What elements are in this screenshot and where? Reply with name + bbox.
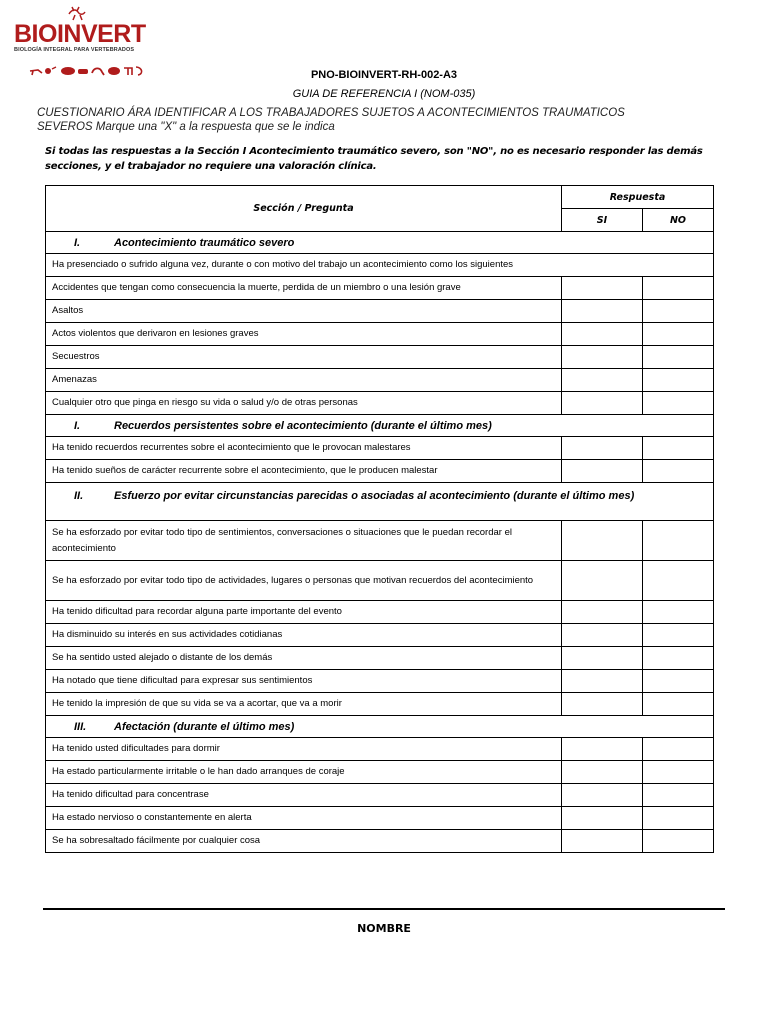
question-row: [46, 300, 714, 323]
section-heading: [46, 483, 714, 521]
question-text: Ha tenido sueños de carácter recurrente sobre el acontecimiento, que le producen malestar: [46, 460, 562, 483]
answer-no-cell[interactable]: [643, 807, 714, 830]
question-text: Ha tenido recuerdos recurrentes sobre el acontecimiento que le provocan malestares: [46, 437, 562, 460]
section-number: I.: [74, 419, 81, 432]
answer-no-cell[interactable]: [643, 624, 714, 647]
answer-yes-cell[interactable]: [562, 521, 643, 561]
section-title: Afectación (durante el último mes): [114, 720, 295, 733]
answer-yes-cell[interactable]: [562, 624, 643, 647]
question-text: He tenido la impresión de que su vida se va a acortar, que va a morir: [46, 693, 562, 716]
col-header-yes: SI: [562, 209, 643, 232]
answer-no-cell[interactable]: [643, 521, 714, 561]
question-text: Se ha esforzado por evitar todo tipo de sentimientos, conversaciones o situaciones que le puedan recordar el acontecimiento: [46, 521, 562, 561]
answer-yes-cell[interactable]: [562, 784, 643, 807]
question-row: [46, 647, 714, 670]
answer-no-cell[interactable]: [643, 346, 714, 369]
question-row: [46, 601, 714, 624]
question-row: [46, 277, 714, 300]
question-row: [46, 437, 714, 460]
answer-no-cell[interactable]: [643, 277, 714, 300]
answer-yes-cell[interactable]: [562, 392, 643, 415]
instruction-text: Si todas las respuestas a la Sección I Acontecimiento traumático severo, son "NO", no es necesario responder las demás secciones, y el trabajador no requiere una valoración clínica.: [45, 146, 703, 172]
answer-no-cell[interactable]: [643, 693, 714, 716]
questionnaire-line-2: SEVEROS Marque una "X" a la respuesta que se le indica: [37, 121, 335, 133]
question-row: [46, 670, 714, 693]
answer-no-cell[interactable]: [643, 761, 714, 784]
question-row: [46, 738, 714, 761]
section-heading: [46, 415, 714, 437]
question-row: [46, 346, 714, 369]
question-row: [46, 807, 714, 830]
signature-line: [43, 908, 725, 910]
answer-no-cell[interactable]: [643, 437, 714, 460]
answer-no-cell[interactable]: [643, 830, 714, 853]
answer-no-cell[interactable]: [643, 601, 714, 624]
answer-yes-cell[interactable]: [562, 830, 643, 853]
col-header-no: NO: [643, 209, 714, 232]
answer-yes-cell[interactable]: [562, 460, 643, 483]
answer-yes-cell[interactable]: [562, 601, 643, 624]
answer-no-cell[interactable]: [643, 460, 714, 483]
question-text: Se ha sentido usted alejado o distante de los demás: [46, 647, 562, 670]
section-heading: [46, 232, 714, 254]
question-text: Ha presenciado o sufrido alguna vez, durante o con motivo del trabajo un acontecimiento como los siguientes: [46, 254, 714, 277]
answer-no-cell[interactable]: [643, 647, 714, 670]
section-title: Acontecimiento traumático severo: [114, 236, 295, 249]
question-row: [46, 392, 714, 415]
question-text: Ha disminuido su interés en sus actividades cotidianas: [46, 624, 562, 647]
question-row: [46, 561, 714, 601]
section-row: [46, 415, 714, 437]
question-text: Ha tenido dificultad para recordar alguna parte importante del evento: [46, 601, 562, 624]
table-header-row: [46, 186, 714, 209]
question-row: [46, 693, 714, 716]
section-heading: [46, 716, 714, 738]
question-row: [46, 784, 714, 807]
answer-yes-cell[interactable]: [562, 761, 643, 784]
answer-yes-cell[interactable]: [562, 693, 643, 716]
question-row: [46, 323, 714, 346]
answer-yes-cell[interactable]: [562, 369, 643, 392]
question-text: Ha estado nervioso o constantemente en alerta: [46, 807, 562, 830]
company-logo: [12, 6, 152, 78]
question-text: Se ha esforzado por evitar todo tipo de actividades, lugares o personas que motivan recuerdos del acontecimiento: [46, 561, 562, 601]
answer-yes-cell[interactable]: [562, 300, 643, 323]
section-row: [46, 483, 714, 521]
question-text: Ha tenido dificultad para concentrase: [46, 784, 562, 807]
answer-no-cell[interactable]: [643, 670, 714, 693]
question-text: Amenazas: [46, 369, 562, 392]
question-text: Actos violentos que derivaron en lesiones graves: [46, 323, 562, 346]
answer-yes-cell[interactable]: [562, 277, 643, 300]
answer-yes-cell[interactable]: [562, 738, 643, 761]
answer-no-cell[interactable]: [643, 369, 714, 392]
col-header-answer: [562, 186, 714, 209]
question-text: Asaltos: [46, 300, 562, 323]
answer-yes-cell[interactable]: [562, 647, 643, 670]
col-header-section: [46, 186, 562, 232]
question-row: [46, 521, 714, 561]
signature-label: NOMBRE: [357, 922, 411, 935]
section-row: [46, 232, 714, 254]
question-text: Secuestros: [46, 346, 562, 369]
answer-yes-cell[interactable]: [562, 346, 643, 369]
answer-no-cell[interactable]: [643, 784, 714, 807]
guide-title: GUIA DE REFERENCIA I (NOM-035): [292, 88, 476, 100]
question-text: Ha estado particularmente irritable o le han dado arranques de coraje: [46, 761, 562, 784]
question-text: Se ha sobresaltado fácilmente por cualquier cosa: [46, 830, 562, 853]
answer-yes-cell[interactable]: [562, 561, 643, 601]
answer-yes-cell[interactable]: [562, 437, 643, 460]
brand-tagline: BIOLOGÍA INTEGRAL PARA VERTEBRADOS: [14, 47, 135, 53]
col-header-section-label: Sección / Pregunta: [253, 203, 354, 214]
question-text: Accidentes que tengan como consecuencia la muerte, perdida de un miembro o una lesión grave: [46, 277, 562, 300]
section-number: III.: [74, 720, 87, 733]
document-code: PNO-BIOINVERT-RH-002-A3: [310, 69, 458, 81]
question-text: Ha notado que tiene dificultad para expresar sus sentimientos: [46, 670, 562, 693]
question-row: [46, 460, 714, 483]
question-text: Cualquier otro que pinga en riesgo su vida o salud y/o de otras personas: [46, 392, 562, 415]
answer-yes-cell[interactable]: [562, 323, 643, 346]
answer-yes-cell[interactable]: [562, 807, 643, 830]
answer-yes-cell[interactable]: [562, 670, 643, 693]
question-row: [46, 254, 714, 277]
question-row: [46, 830, 714, 853]
answer-no-cell[interactable]: [643, 561, 714, 601]
answer-no-cell[interactable]: [643, 392, 714, 415]
question-row: [46, 761, 714, 784]
question-text: Ha tenido usted dificultades para dormir: [46, 738, 562, 761]
question-row: [46, 624, 714, 647]
questionnaire-title: [37, 106, 677, 134]
section-title: Esfuerzo por evitar circunstancias parecidas o asociadas al acontecimiento (durante el último mes): [114, 490, 635, 502]
section-title: Recuerdos persistentes sobre el acontecimiento (durante el último mes): [114, 419, 492, 432]
answer-no-cell[interactable]: [643, 300, 714, 323]
section-number: II.: [74, 490, 84, 502]
col-header-answer-label: Respuesta: [609, 191, 666, 203]
section-number: I.: [74, 236, 81, 249]
questionnaire-table: [45, 185, 714, 853]
answer-no-cell[interactable]: [643, 323, 714, 346]
brand-name: BIOINVERT: [14, 20, 146, 48]
answer-no-cell[interactable]: [643, 738, 714, 761]
questionnaire-line-1: CUESTIONARIO ÁRA IDENTIFICAR A LOS TRABAJADORES SUJETOS A ACONTECIMIENTOS TRAUMATICOS: [37, 107, 625, 119]
question-row: [46, 369, 714, 392]
section-row: [46, 716, 714, 738]
